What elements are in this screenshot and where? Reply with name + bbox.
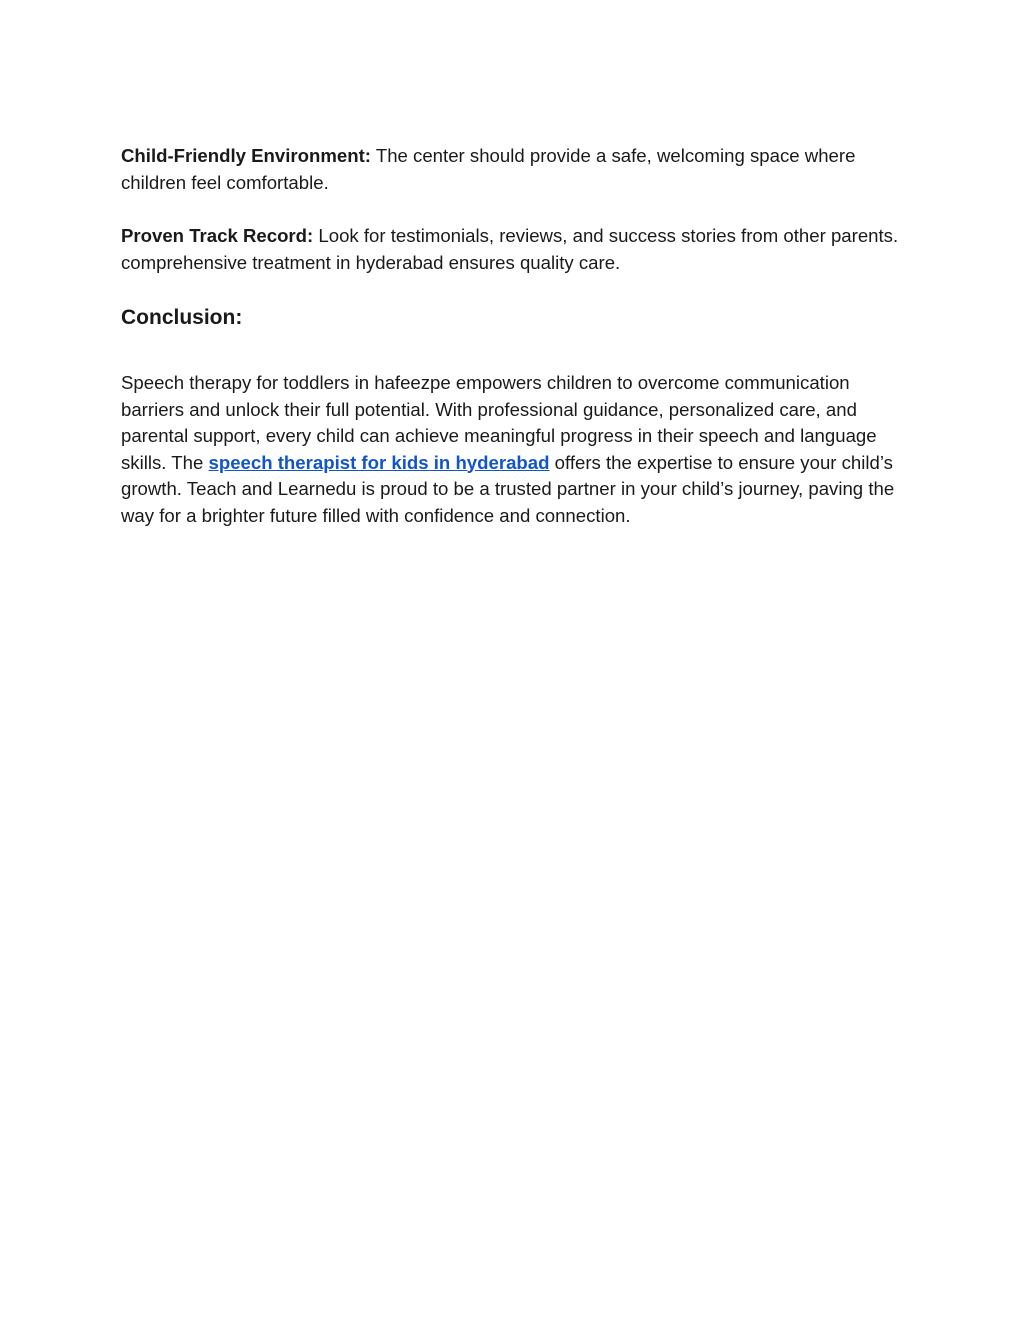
child-friendly-text: The center should provide a safe, welcoming space where children feel comfortable.: [121, 145, 856, 193]
track-record-paragraph: [121, 223, 911, 276]
document-page: [121, 143, 911, 529]
track-record-label: Proven Track Record:: [121, 225, 314, 246]
speech-therapist-link[interactable]: speech therapist for kids in hyderabad: [208, 451, 550, 473]
child-friendly-paragraph: [121, 143, 911, 196]
conclusion-text-before-link: Speech therapy for toddlers in hafeezpe empowers children to overcome communication barriers and unlock their full potential. With professional guidance, personalized care, and parental support, every child can achieve meaningful progress in their speech and language skills. The: [121, 372, 877, 473]
child-friendly-label: Child-Friendly Environment:: [121, 145, 371, 166]
conclusion-heading: Conclusion:: [121, 306, 243, 329]
conclusion-paragraph: [121, 370, 911, 529]
conclusion-text-after-link: offers the expertise to ensure your child’s growth. Teach and Learnedu is proud to be a trusted partner in your child’s journey, paving the way for a brighter future filled with confidence and connection.: [121, 451, 895, 526]
track-record-text: Look for testimonials, reviews, and success stories from other parents. comprehensive treatment in hyderabad ensures quality care.: [121, 225, 899, 273]
